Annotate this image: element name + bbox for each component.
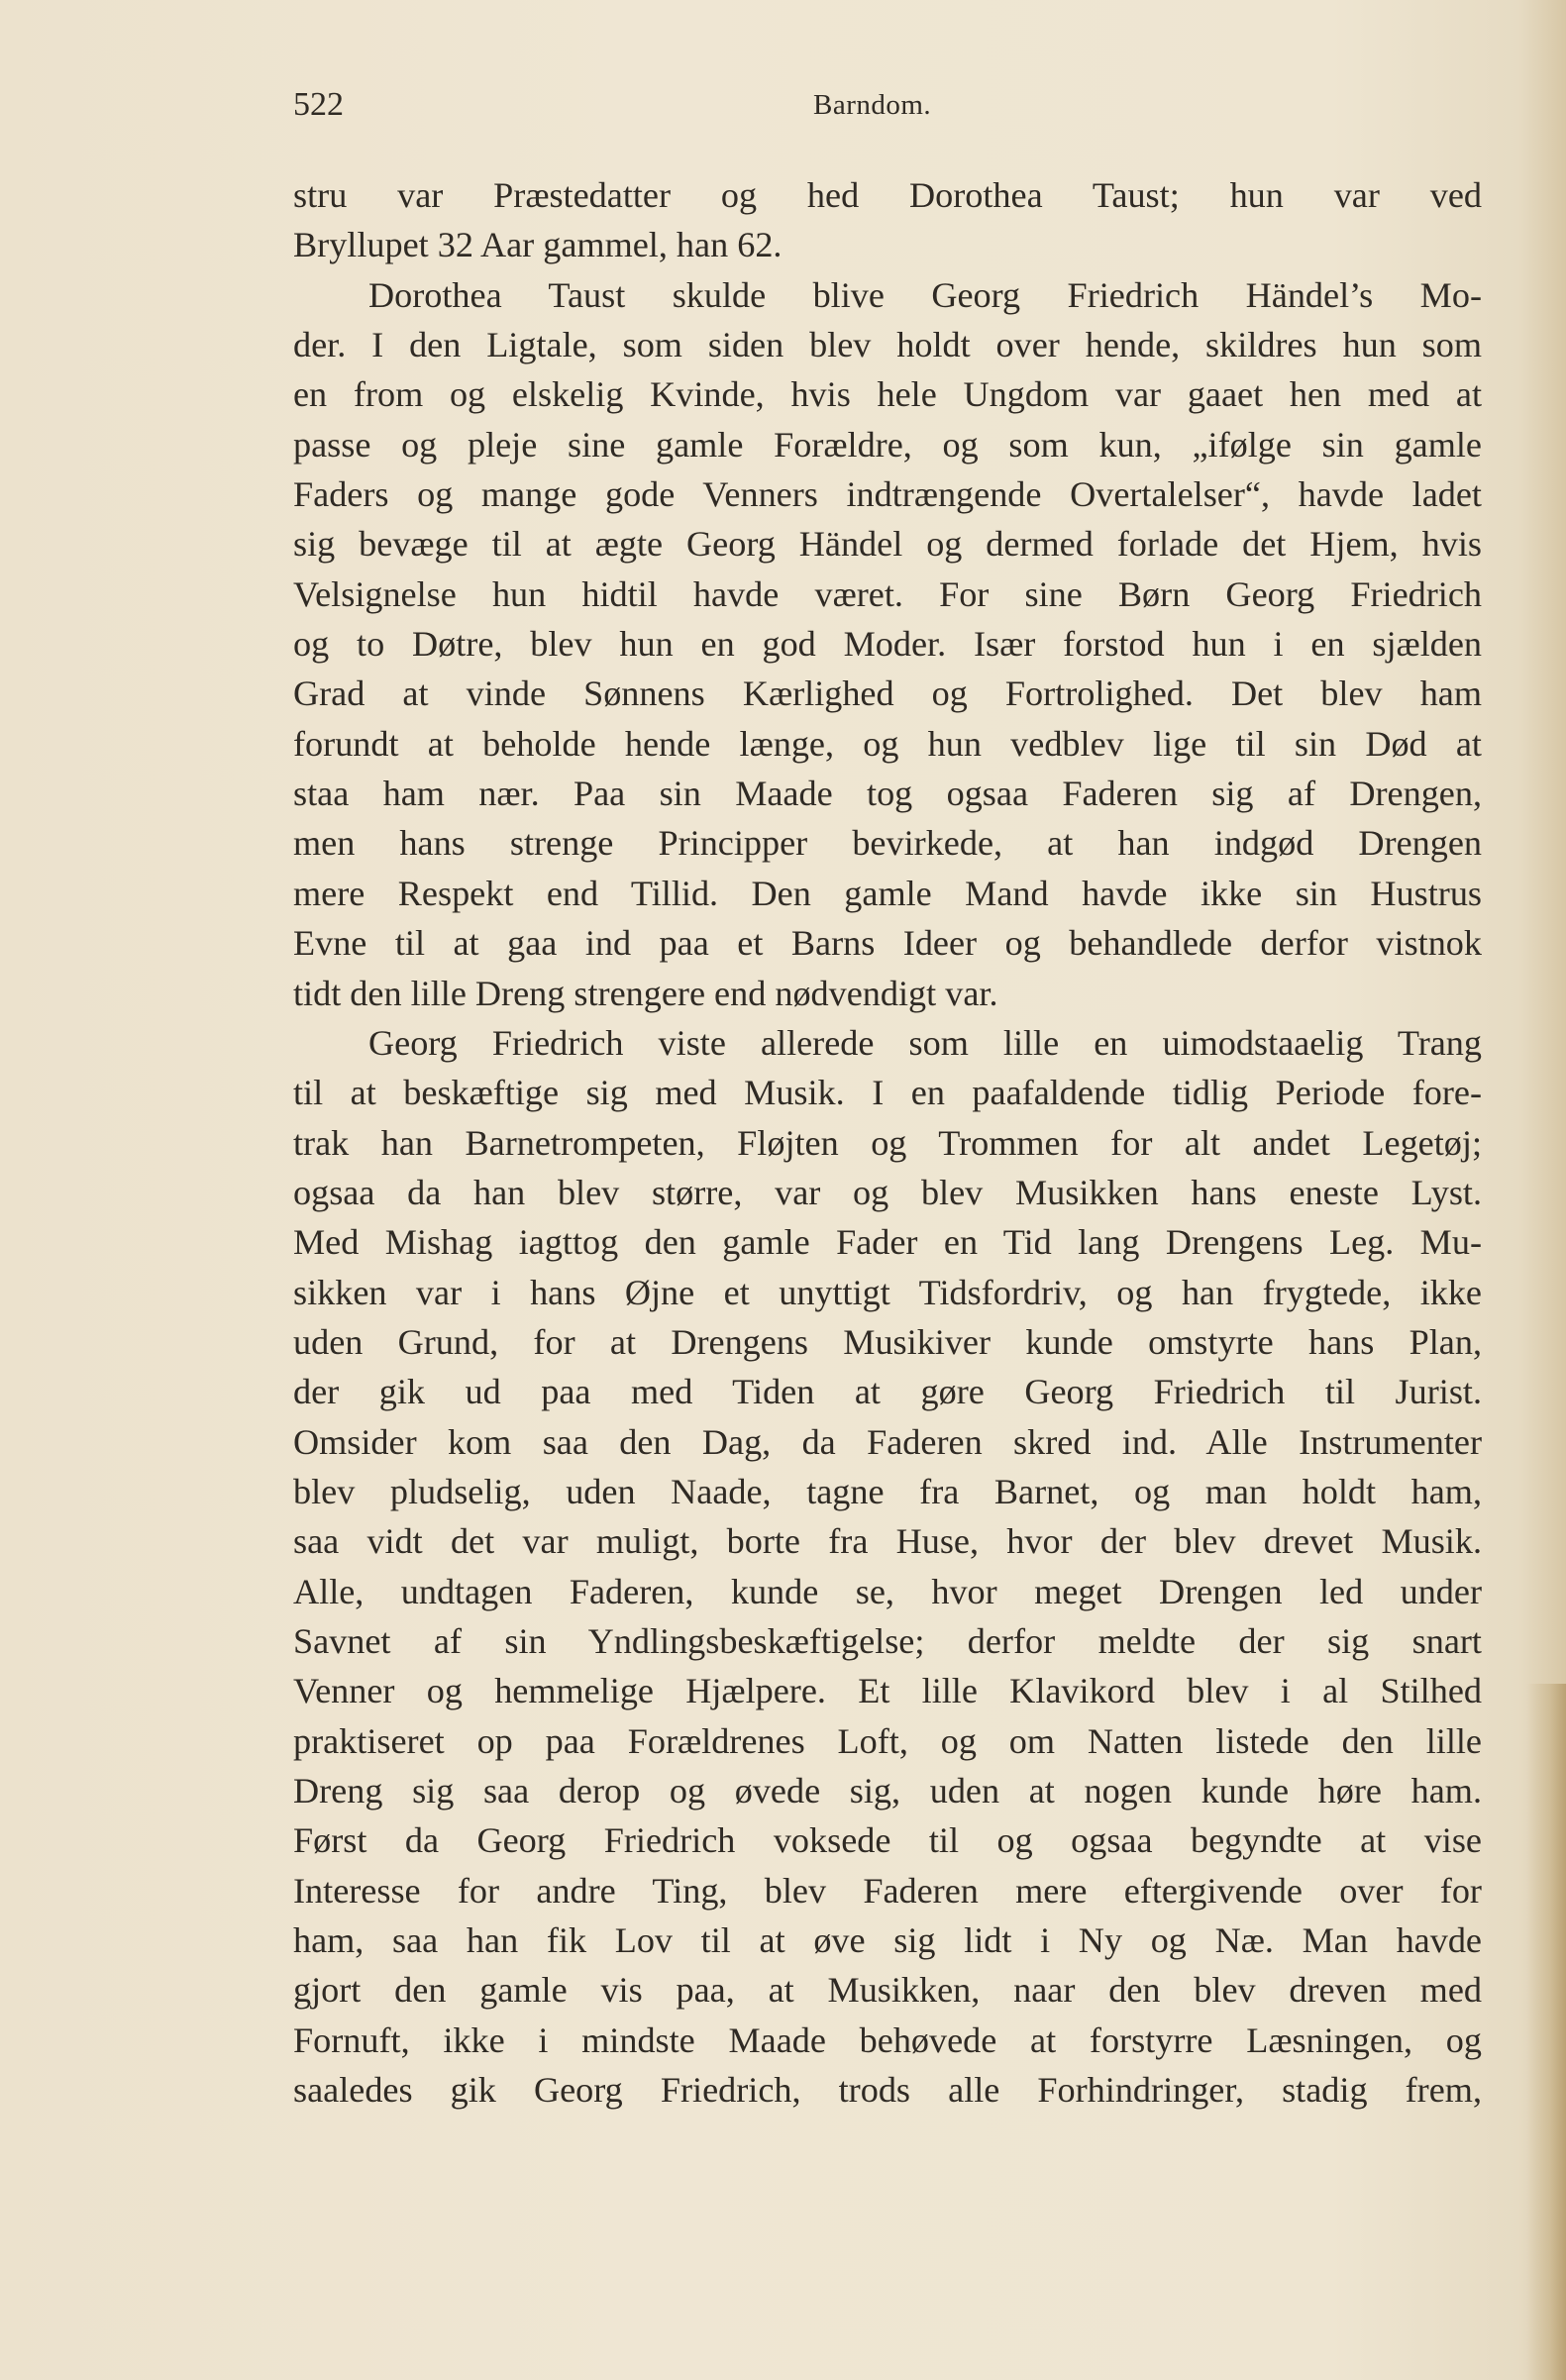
text-line: tidt den lille Dreng strengere end nødvendigt var. [293,973,998,1013]
text-line: staa ham nær. Paa sin Maade tog ogsaa Faderen sig af Drengen, [293,774,1482,814]
text-line: passe og pleje sine gamle Forældre, og som kun, „ifølge sin gamle [293,424,1482,465]
text-line: Dreng sig saa derop og øvede sig, uden at nogen kunde høre ham. [293,1771,1482,1811]
text-line: mere Respekt end Tillid. Den gamle Mand havde ikke sin Hustrus [293,873,1482,913]
text-line: der. I den Ligtale, som siden blev holdt over hende, skildres hun som [293,325,1482,365]
text-line: der gik ud paa med Tiden at gøre Georg Friedrich til Jurist. [293,1372,1482,1412]
text-line: Først da Georg Friedrich voksede til og ogsaa begyndte at vise [293,1820,1482,1861]
running-title: Barndom. [813,89,932,121]
text-line: Omsider kom saa den Dag, da Faderen skred ind. Alle Instrumenter [293,1421,1482,1462]
text-line: og to Døtre, blev hun en god Moder. Især forstod hun i en sjælden [293,624,1482,665]
text-line: sig bevæge til at ægte Georg Händel og dermed forlade det Hjem, hvis [293,524,1482,565]
text-line: Bryllupet 32 Aar gammel, han 62. [293,225,783,265]
text-line: Georg Friedrich viste allerede som lille en uimodstaaelig Trang [368,1022,1482,1063]
text-line: til at beskæftige sig med Musik. I en paafaldende tidlig Periode fore- [293,1073,1482,1113]
text-line: ogsaa da han blev større, var og blev Musikken hans eneste Lyst. [293,1172,1482,1212]
text-line: gjort den gamle vis paa, at Musikken, naar den blev dreven med [293,1970,1482,2011]
text-line: trak han Barnetrompeten, Fløjten og Trommen for alt andet Legetøj; [293,1122,1482,1163]
text-line: Med Mishag iagttog den gamle Fader en Tid lang Drengens Leg. Mu- [293,1222,1482,1263]
text-line: en from og elskelig Kvinde, hvis hele Ungdom var gaaet hen med at [293,374,1482,415]
text-line: Evne til at gaa ind paa et Barns Ideer og behandlede derfor vistnok [293,923,1482,964]
page-number: 522 [293,86,344,123]
body-text [293,170,1482,2115]
text-line: Dorothea Taust skulde blive Georg Friedrich Händel’s Mo- [368,274,1482,315]
text-line: saaledes gik Georg Friedrich, trods alle Forhindringer, stadig frem, [293,2070,1482,2111]
text-line: forundt at beholde hende længe, og hun vedblev lige til sin Død at [293,723,1482,764]
text-line: saa vidt det var muligt, borte fra Huse, hvor der blev drevet Musik. [293,1521,1482,1562]
text-line: blev pludselig, uden Naade, tagne fra Barnet, og man holdt ham, [293,1471,1482,1511]
text-line: Venner og hemmelige Hjælpere. Et lille Klavikord blev i al Stilhed [293,1671,1482,1711]
text-line: praktiseret op paa Forældrenes Loft, og om Natten listede den lille [293,1720,1482,1761]
text-line: Interesse for andre Ting, blev Faderen mere eftergivende over for [293,1870,1482,1911]
text-line: ham, saa han fik Lov til at øve sig lidt i Ny og Næ. Man havde [293,1920,1482,1961]
text-line: Alle, undtagen Faderen, kunde se, hvor meget Drengen led under [293,1571,1482,1611]
text-line: sikken var i hans Øjne et unyttigt Tidsfordriv, og han frygtede, ikke [293,1272,1482,1312]
text-line: stru var Præstedatter og hed Dorothea Taust; hun var ved [293,175,1482,215]
text-line: Fornuft, ikke i mindste Maade behøvede at forstyrre Læsningen, og [293,2019,1482,2060]
page-header [293,85,1482,125]
text-line: Grad at vinde Sønnens Kærlighed og Fortrolighed. Det blev ham [293,673,1482,714]
text-line: men hans strenge Principper bevirkede, at han indgød Drengen [293,823,1482,864]
text-line: Faders og mange gode Venners indtrængende Overtalelser“, havde ladet [293,474,1482,515]
text-line: Savnet af sin Yndlingsbeskæftigelse; derfor meldte der sig snart [293,1620,1482,1661]
text-line: Velsignelse hun hidtil havde været. For sine Børn Georg Friedrich [293,573,1482,614]
page-edge-shadow [1526,1684,1566,2380]
text-line: uden Grund, for at Drengens Musikiver kunde omstyrte hans Plan, [293,1321,1482,1362]
